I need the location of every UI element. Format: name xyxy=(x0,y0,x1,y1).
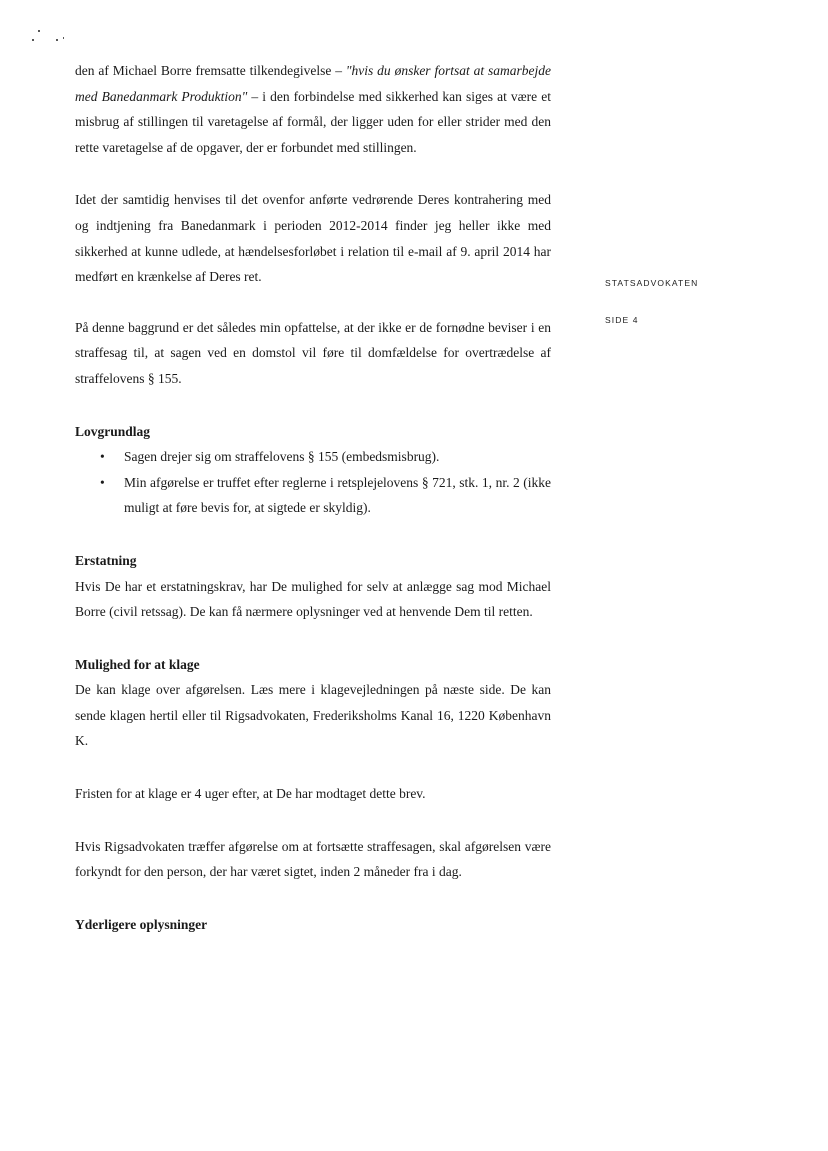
paragraph-rigsadvokat: Hvis Rigsadvokaten træffer afgørelse om at fortsætte straffesagen, skal afgørelsen være forkyndt for den person, der har været sigtet, inden 2 måneder fra i dag. xyxy=(75,838,551,880)
sidebar-organization: STATSADVOKATEN xyxy=(605,278,699,288)
paragraph-text: – i den forbindelse med sikkerhed kan siges at være et misbrug af stillingen til varetagelse af formål, der ligger uden for eller strider med den rette varetagelse af de opgaver, der er forbundet med stillingen. xyxy=(75,88,552,155)
speck-mark xyxy=(32,39,34,41)
paragraph-klage: De kan klage over afgørelsen. Læs mere i klagevejledningen på næste side. De kan sende klagen hertil eller til Rigsadvokaten, Frederiksholms Kanal 16, 1220 København K. xyxy=(75,682,551,749)
speck-mark xyxy=(63,37,64,39)
paragraph-erstatning: Hvis De har et erstatningskrav, har De mulighed for selv at anlægge sag mod Michael Borre (civil retssag). De kan få nærmere oplysninger ved at henvende Dem til retten. xyxy=(75,578,551,620)
lovgrundlag-list xyxy=(75,444,551,521)
list-item xyxy=(75,444,551,470)
paragraph-text: den af Michael Borre fremsatte tilkendegivelse – xyxy=(75,63,346,78)
paragraph-kontrahering: Idet der samtidig henvises til det ovenfor anførte vedrørende Deres kontrahering med og indtjening fra Banedanmark i perioden 2012-2014 finder jeg heller ikke med sikkerhed at kunne udlede, at hændelsesforløbet i relation til e-mail af 9. april 2014 har medført en krænkelse af Deres ret. xyxy=(75,192,551,285)
speck-mark xyxy=(38,30,40,32)
list-item-text: Min afgørelse er truffet efter reglerne i retsplejelovens § 721, stk. 1, nr. 2 (ikke muligt at føre bevis for, at sigtede er skyldig). xyxy=(124,474,551,516)
page-number: SIDE 4 xyxy=(605,315,639,325)
list-item xyxy=(75,470,551,521)
bullet-icon: • xyxy=(100,474,105,490)
scan-specks xyxy=(28,26,78,46)
bullet-icon: • xyxy=(100,449,105,465)
paragraph-misbrug xyxy=(75,58,551,160)
section-heading-klage: Mulighed for at klage xyxy=(75,656,200,672)
speck-mark xyxy=(56,39,58,41)
section-heading-yderligere: Yderligere oplysninger xyxy=(75,916,208,932)
paragraph-opfattelse: På denne baggrund er det således min opfattelse, at der ikke er de fornødne beviser i en straffesag til, at sagen ved en domstol vil føre til domfældelse for overtrædelse af straffelovens § 155. xyxy=(75,319,551,386)
letter-body xyxy=(75,58,551,937)
list-item-text: Sagen drejer sig om straffelovens § 155 (embedsmisbrug). xyxy=(124,449,440,465)
section-heading-lovgrundlag: Lovgrundlag xyxy=(75,423,151,439)
paragraph-frist: Fristen for at klage er 4 uger efter, at De har modtaget dette brev. xyxy=(75,786,426,802)
quoted-statement: "hvis du ønsker fortsat at samarbejde med Banedanmark Produktion" xyxy=(75,63,551,104)
section-heading-erstatning: Erstatning xyxy=(75,552,137,568)
